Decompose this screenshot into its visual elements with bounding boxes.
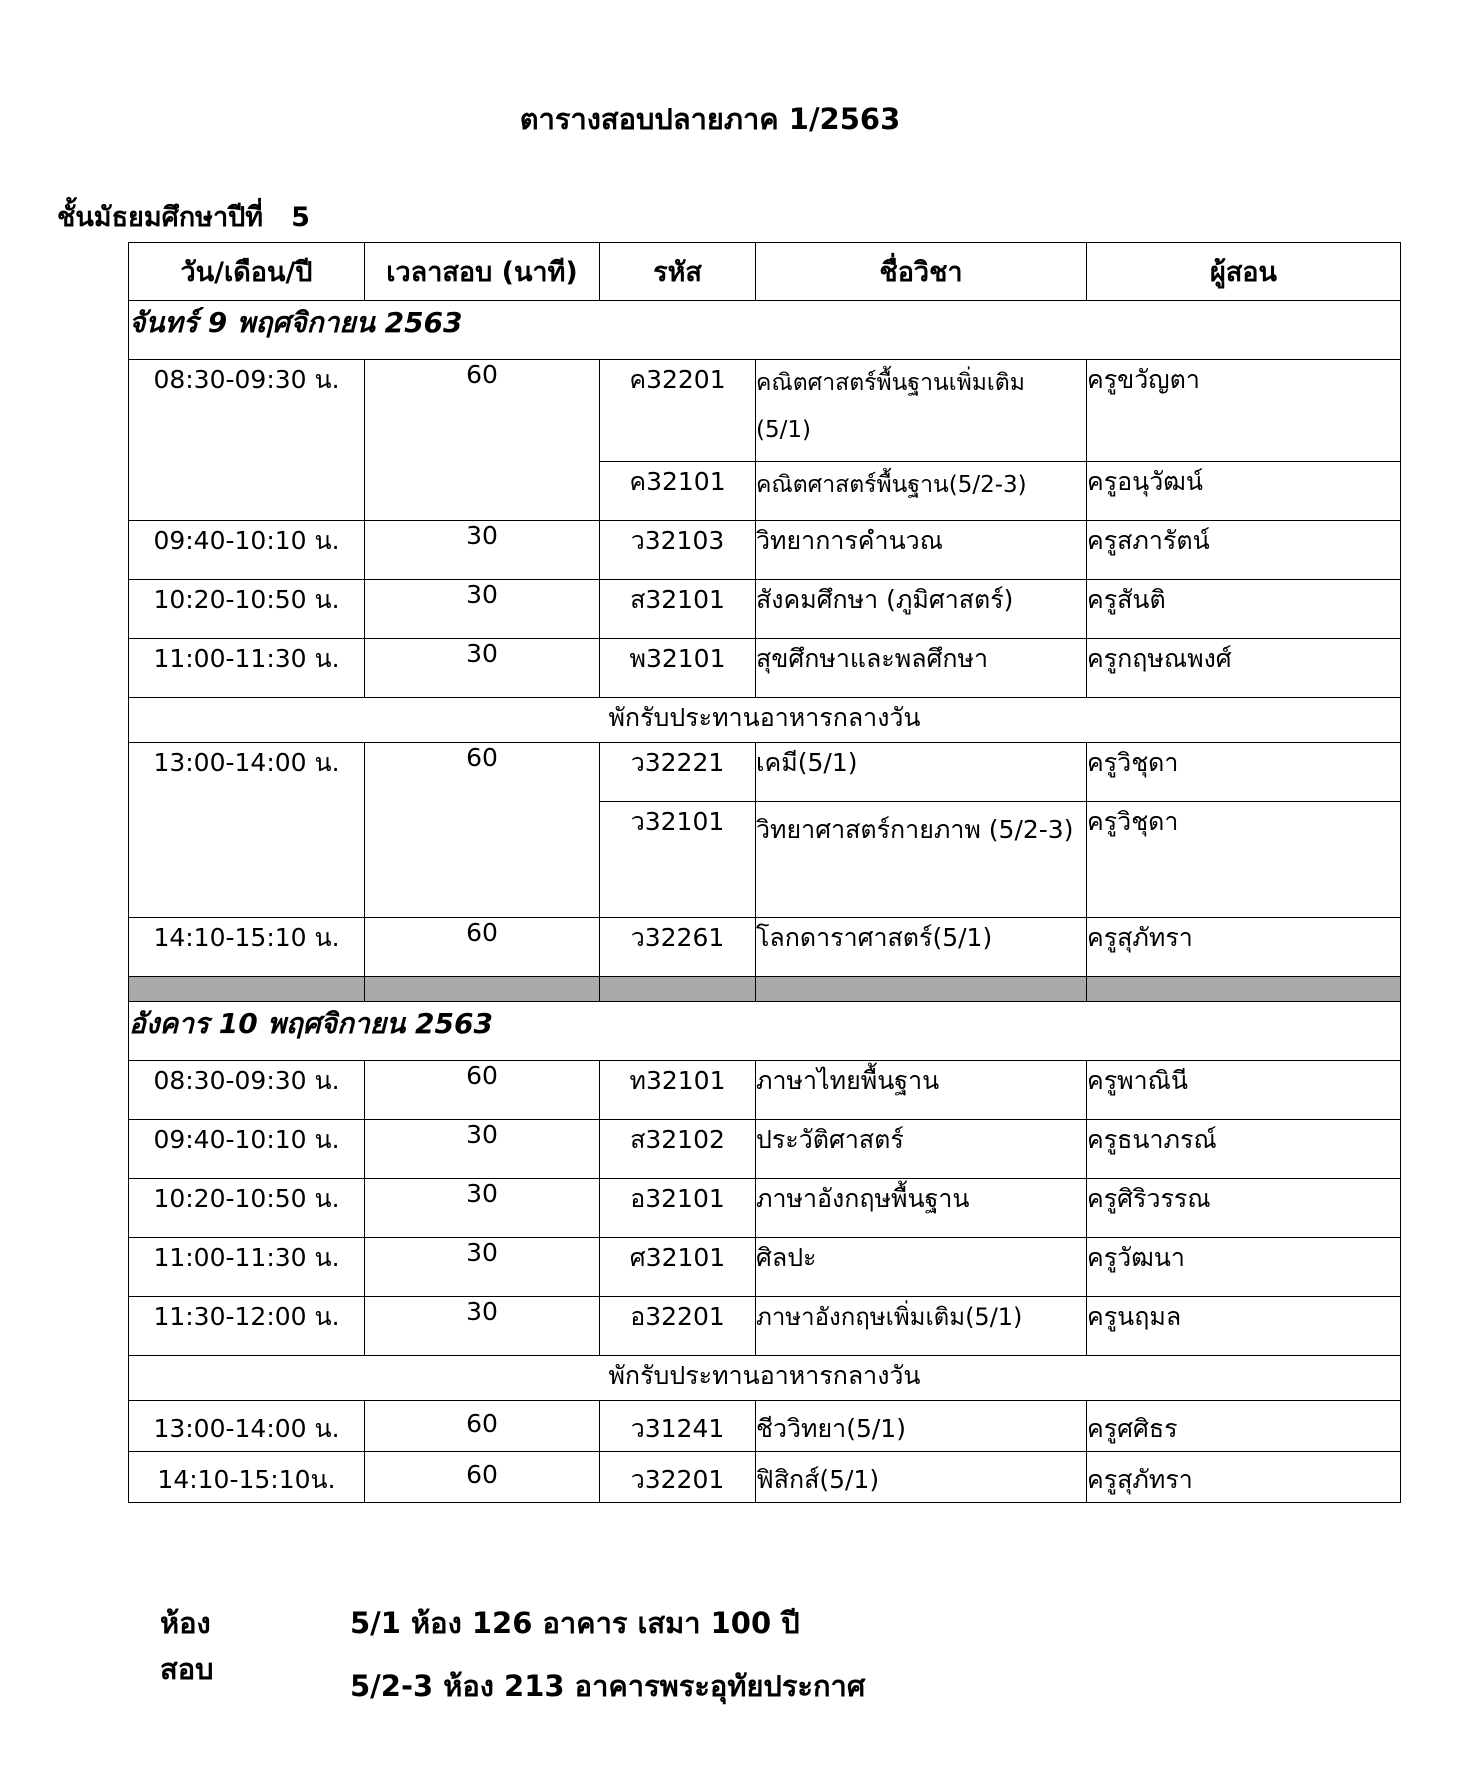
rooms-label: ห้องสอบ (160, 1606, 214, 1686)
separator-cell (756, 977, 1087, 1002)
subject-name: วิทยาการคำนวณ (756, 521, 1087, 580)
exam-minutes: 60 (365, 360, 600, 521)
subject-name: สังคมศึกษา (ภูมิศาสตร์) (756, 580, 1087, 639)
exam-time: 09:40-10:10 น. (129, 521, 365, 580)
day-separator-row (129, 977, 1401, 1002)
exam-minutes: 30 (365, 1179, 600, 1238)
table-row (129, 521, 1401, 580)
exam-time: 11:30-12:00 น. (129, 1297, 365, 1356)
table-row (129, 639, 1401, 698)
subject-code: ส32101 (600, 580, 756, 639)
subject-code: ค32201 (600, 360, 756, 462)
exam-time: 14:10-15:10น. (129, 1452, 365, 1503)
teacher-name: ครูสุภัทรา (1087, 918, 1401, 977)
subject-code: ว32261 (600, 918, 756, 977)
subject-code: ว32201 (600, 1452, 756, 1503)
header-teacher: ผู้สอน (1087, 243, 1401, 301)
exam-minutes: 30 (365, 1238, 600, 1297)
subject-name: ศิลปะ (756, 1238, 1087, 1297)
header-subject: ชื่อวิชา (756, 243, 1087, 301)
exam-time: 08:30-09:30 น. (129, 360, 365, 521)
table-row (129, 918, 1401, 977)
grade-number: 5 (291, 202, 310, 233)
teacher-name: ครูวิชุดา (1087, 802, 1401, 918)
subject-name: ชีววิทยา(5/1) (756, 1401, 1087, 1452)
subject-code: ท32101 (600, 1061, 756, 1120)
lunch-break-label: พักรับประทานอาหารกลางวัน (129, 698, 1401, 743)
exam-time: 14:10-15:10 น. (129, 918, 365, 977)
table-row (129, 1061, 1401, 1120)
subject-name: เคมี(5/1) (756, 743, 1087, 802)
table-header-row (129, 243, 1401, 301)
subject-code: ศ32101 (600, 1238, 756, 1297)
exam-time: 11:00-11:30 น. (129, 1238, 365, 1297)
exam-time: 09:40-10:10 น. (129, 1120, 365, 1179)
exam-time: 11:00-11:30 น. (129, 639, 365, 698)
teacher-name: ครูกฤษณพงศ์ (1087, 639, 1401, 698)
subject-code: ค32101 (600, 462, 756, 521)
subject-name: สุขศึกษาและพลศึกษา (756, 639, 1087, 698)
day-row (129, 1002, 1401, 1061)
table-row (129, 1452, 1401, 1503)
header-date: วัน/เดือน/ปี (129, 243, 365, 301)
break-row (129, 698, 1401, 743)
table-row (129, 1297, 1401, 1356)
exam-schedule-table (128, 242, 1401, 1503)
subject-code: ว32221 (600, 743, 756, 802)
subject-code: อ32201 (600, 1297, 756, 1356)
subject-name: ภาษาไทยพื้นฐาน (756, 1061, 1087, 1120)
break-row (129, 1356, 1401, 1401)
exam-minutes: 60 (365, 743, 600, 918)
separator-cell (129, 977, 365, 1002)
teacher-name: ครูสภารัตน์ (1087, 521, 1401, 580)
teacher-name: ครูธนาภรณ์ (1087, 1120, 1401, 1179)
subject-name: ประวัติศาสตร์ (756, 1120, 1087, 1179)
teacher-name: ครูนฤมล (1087, 1297, 1401, 1356)
table-row (129, 360, 1401, 462)
subject-code: อ32101 (600, 1179, 756, 1238)
exam-time: 10:20-10:50 น. (129, 1179, 365, 1238)
teacher-name: ครูขวัญตา (1087, 360, 1401, 462)
subject-code: ว32101 (600, 802, 756, 918)
header-code: รหัส (600, 243, 756, 301)
teacher-name: ครูวิชุดา (1087, 743, 1401, 802)
exam-time: 13:00-14:00 น. (129, 1401, 365, 1452)
teacher-name: ครูศิริวรรณ (1087, 1179, 1401, 1238)
room-line-2: 5/2-3 ห้อง 213 อาคารพระอุทัยประกาศ (350, 1669, 866, 1703)
exam-minutes: 60 (365, 1452, 600, 1503)
subject-code: ส32102 (600, 1120, 756, 1179)
subject-name: โลกดาราศาสตร์(5/1) (756, 918, 1087, 977)
exam-minutes: 30 (365, 1120, 600, 1179)
teacher-name: ครูสุภัทรา (1087, 1452, 1401, 1503)
room-line-1: 5/1 ห้อง 126 อาคาร เสมา 100 ปี (350, 1606, 800, 1640)
exam-time: 10:20-10:50 น. (129, 580, 365, 639)
table-row (129, 580, 1401, 639)
exam-minutes: 60 (365, 1061, 600, 1120)
exam-time: 13:00-14:00 น. (129, 743, 365, 918)
exam-minutes: 30 (365, 639, 600, 698)
teacher-name: ครูอนุวัฒน์ (1087, 462, 1401, 521)
subject-name: ภาษาอังกฤษเพิ่มเติม(5/1) (756, 1297, 1087, 1356)
teacher-name: ครูวัฒนา (1087, 1238, 1401, 1297)
grade-label: ชั้นมัธยมศึกษาปีที่ (57, 202, 264, 233)
subject-code: ว32103 (600, 521, 756, 580)
header-duration: เวลาสอบ (นาที) (365, 243, 600, 301)
exam-minutes: 30 (365, 580, 600, 639)
teacher-name: ครูศศิธร (1087, 1401, 1401, 1452)
teacher-name: ครูสันติ (1087, 580, 1401, 639)
subject-code: พ32101 (600, 639, 756, 698)
exam-minutes: 30 (365, 521, 600, 580)
day-label: อังคาร 10 พฤศจิกายน 2563 (129, 1002, 1401, 1061)
table-row (129, 1401, 1401, 1452)
subject-name: ภาษาอังกฤษพื้นฐาน (756, 1179, 1087, 1238)
exam-minutes: 60 (365, 1401, 600, 1452)
separator-cell (365, 977, 600, 1002)
page-title: ตารางสอบปลายภาค 1/2563 (519, 102, 901, 136)
day-row (129, 301, 1401, 360)
table-row (129, 1120, 1401, 1179)
grade-heading (57, 195, 310, 238)
separator-cell (1087, 977, 1401, 1002)
exam-time: 08:30-09:30 น. (129, 1061, 365, 1120)
subject-name: คณิตศาสตร์พื้นฐานเพิ่มเติม (5/1) (756, 360, 1087, 462)
table-row (129, 1179, 1401, 1238)
exam-minutes: 60 (365, 918, 600, 977)
lunch-break-label: พักรับประทานอาหารกลางวัน (129, 1356, 1401, 1401)
teacher-name: ครูพาณินี (1087, 1061, 1401, 1120)
table-row (129, 1238, 1401, 1297)
exam-minutes: 30 (365, 1297, 600, 1356)
day-label: จันทร์ 9 พฤศจิกายน 2563 (129, 301, 1401, 360)
subject-name: วิทยาศาสตร์กายภาพ (5/2-3) (756, 802, 1087, 918)
table-row (129, 743, 1401, 802)
subject-code: ว31241 (600, 1401, 756, 1452)
subject-name: คณิตศาสตร์พื้นฐาน(5/2-3) (756, 462, 1087, 521)
separator-cell (600, 977, 756, 1002)
subject-name: ฟิสิกส์(5/1) (756, 1452, 1087, 1503)
